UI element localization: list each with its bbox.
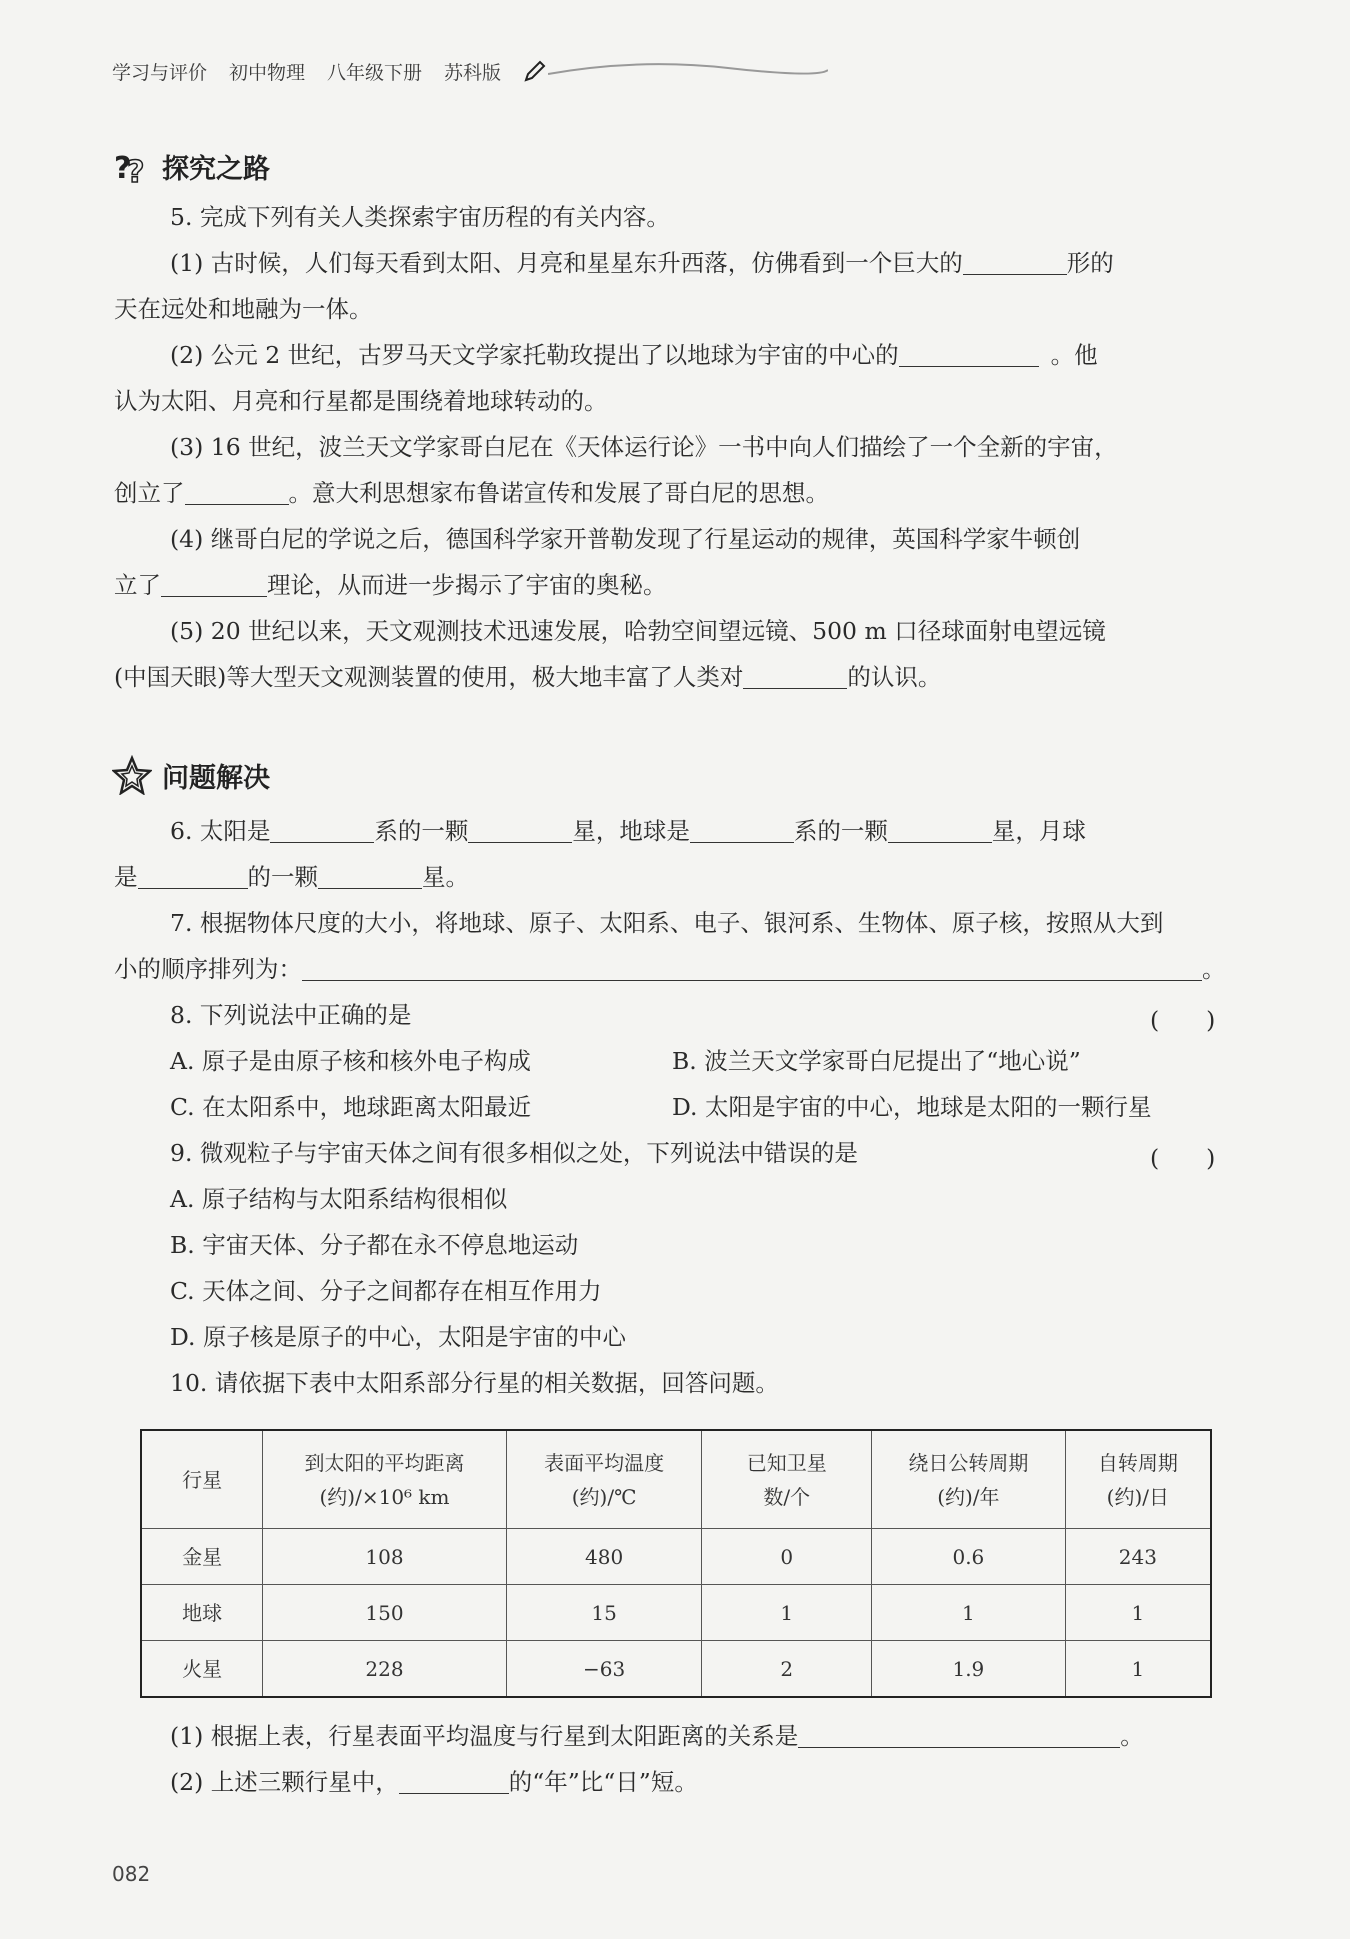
answer-blank[interactable] — [302, 955, 1202, 981]
q5-item1-tail: 形的 — [1066, 249, 1114, 277]
star-icon — [112, 755, 152, 795]
q9-option-b[interactable]: B. 宇宙天体、分子都在永不停息地运动 — [170, 1231, 579, 1259]
q10-sub1-text: (1) 根据上表，行星表面平均温度与行星到太阳距离的关系是 — [170, 1722, 799, 1750]
table-cell: 1 — [1065, 1641, 1211, 1698]
table-cell: 火星 — [141, 1641, 263, 1698]
q5-item4-tail: 理论，从而进一步揭示了宇宙的奥秘。 — [267, 571, 667, 599]
q5-item1-cont: 天在远处和地融为一体。 — [114, 295, 373, 323]
table-row — [141, 1585, 1211, 1641]
section-title-explore — [112, 146, 270, 186]
answer-blank[interactable] — [899, 341, 1039, 367]
table-row — [141, 1641, 1211, 1698]
q9-option-d[interactable]: D. 原子核是原子的中心，太阳是宇宙的中心 — [170, 1323, 626, 1351]
answer-blank[interactable] — [743, 663, 847, 689]
q6-line1 — [170, 808, 1294, 854]
section-title-text: 探究之路 — [162, 153, 270, 185]
q10-sub1 — [170, 1713, 1294, 1759]
q6-part: 系的一颗 — [374, 817, 469, 845]
table-row — [141, 1529, 1211, 1585]
q6-part: 星，月球 — [991, 817, 1086, 845]
header-swoosh-decoration — [548, 60, 828, 90]
q6-part: 星，地球是 — [572, 817, 690, 845]
q6-part: 是 — [114, 863, 138, 891]
q7-line2 — [114, 946, 1238, 992]
answer-blank[interactable] — [270, 817, 374, 843]
table-cell: −63 — [506, 1641, 702, 1698]
answer-blank[interactable] — [161, 571, 267, 597]
q10-sub1-end: 。 — [1120, 1722, 1144, 1750]
q9-answer-paren[interactable]: ( ) — [1150, 1144, 1216, 1172]
table-cell: 地球 — [141, 1585, 263, 1641]
table-cell: 0.6 — [872, 1529, 1066, 1585]
table-cell: 1 — [872, 1585, 1066, 1641]
q9-option-a[interactable]: A. 原子结构与太阳系结构很相似 — [170, 1185, 508, 1213]
q5-item4-lead: 立了 — [114, 571, 161, 599]
q5-item3-lead: 创立了 — [114, 479, 185, 507]
answer-blank[interactable] — [963, 249, 1067, 275]
q8-option-c[interactable]: C. 在太阳系中，地球距离太阳最近 — [170, 1093, 532, 1121]
table-cell: 1 — [702, 1585, 872, 1641]
answer-blank[interactable] — [888, 817, 992, 843]
q5-item5-cont — [114, 654, 1238, 700]
table-cell: 480 — [506, 1529, 702, 1585]
header-grade: 八年级下册 — [327, 61, 423, 84]
header-satellites: 已知卫星 数/个 — [702, 1430, 872, 1529]
q8-stem: 8. 下列说法中正确的是 — [170, 1001, 412, 1029]
q5-item1-text: (1) 古时候，人们每天看到太阳、月亮和星星东升西落，仿佛看到一个巨大的 — [170, 249, 963, 277]
q6-part: 星。 — [422, 863, 469, 891]
q6-part: 6. 太阳是 — [170, 817, 271, 845]
table-cell: 2 — [702, 1641, 872, 1698]
q5-item5: (5) 20 世纪以来，天文观测技术迅速发展，哈勃空间望远镜、500 m 口径球面射电望远镜 — [170, 617, 1106, 645]
svg-text:?: ? — [114, 151, 132, 186]
q5-item5-lead: (中国天眼)等大型天文观测装置的使用，极大地丰富了人类对 — [114, 663, 744, 691]
answer-blank[interactable] — [399, 1768, 509, 1794]
answer-blank[interactable] — [798, 1722, 1120, 1748]
page-number: 082 — [112, 1862, 151, 1886]
q9-option-c[interactable]: C. 天体之间、分子之间都存在相互作用力 — [170, 1277, 602, 1305]
table-cell: 228 — [263, 1641, 507, 1698]
q8-option-b[interactable]: B. 波兰天文学家哥白尼提出了“地心说” — [672, 1047, 1081, 1075]
table-cell: 0 — [702, 1529, 872, 1585]
table-cell: 1.9 — [872, 1641, 1066, 1698]
answer-blank[interactable] — [468, 817, 572, 843]
table-cell: 243 — [1065, 1529, 1211, 1585]
table-cell: 108 — [263, 1529, 507, 1585]
section-title-solve — [112, 755, 270, 795]
pen-icon — [523, 59, 547, 83]
header-planet: 行星 — [141, 1430, 263, 1529]
answer-blank[interactable] — [690, 817, 794, 843]
q8-answer-paren[interactable]: ( ) — [1150, 1006, 1216, 1034]
q5-item3: (3) 16 世纪，波兰天文学家哥白尼在《天体运行论》一书中向人们描绘了一个全新的宇宙， — [170, 433, 1118, 461]
table-cell: 金星 — [141, 1529, 263, 1585]
table-cell: 150 — [263, 1585, 507, 1641]
q5-item2 — [170, 332, 1294, 378]
q8-option-a[interactable]: A. 原子是由原子核和核外电子构成 — [170, 1047, 531, 1075]
q9-stem: 9. 微观粒子与宇宙天体之间有很多相似之处，下列说法中错误的是 — [170, 1139, 858, 1167]
q6-part: 的一颗 — [247, 863, 318, 891]
q5-item5-tail: 的认识。 — [847, 663, 942, 691]
svg-text:?: ? — [127, 155, 145, 186]
table-header-row — [141, 1430, 1211, 1529]
header-book: 学习与评价 — [112, 61, 208, 84]
q5-item2-cont: 认为太阳、月亮和行星都是围绕着地球转动的。 — [114, 387, 608, 415]
q7-end: 。 — [1202, 955, 1226, 983]
header-edition: 苏科版 — [444, 61, 502, 84]
q5-item3-cont — [114, 470, 1238, 516]
q5-item3-tail: 。意大利思想家布鲁诺宣传和发展了哥白尼的思想。 — [288, 479, 829, 507]
section-title-text: 问题解决 — [162, 762, 270, 794]
planet-data-table — [140, 1429, 1212, 1698]
q6-part: 系的一颗 — [793, 817, 888, 845]
q7-lead: 小的顺序排列为： — [114, 955, 302, 983]
q10-stem: 10. 请依据下表中太阳系部分行星的相关数据，回答问题。 — [170, 1369, 779, 1397]
header-level: 初中物理 — [229, 61, 306, 84]
q6-line2 — [114, 854, 1238, 900]
q8-option-d[interactable]: D. 太阳是宇宙的中心，地球是太阳的一颗行星 — [672, 1093, 1152, 1121]
q5-item2-tail: 。他 — [1050, 341, 1098, 369]
header-temperature: 表面平均温度 (约)/℃ — [506, 1430, 702, 1529]
q5-item4: (4) 继哥白尼的学说之后，德国科学家开普勒发现了行星运动的规律，英国科学家牛顿创 — [170, 525, 1081, 553]
q5-item1 — [170, 240, 1294, 286]
q7-line1: 7. 根据物体尺度的大小，将地球、原子、太阳系、电子、银河系、生物体、原子核，按照从大到 — [170, 909, 1164, 937]
q5-item2-text: (2) 公元 2 世纪，古罗马天文学家托勒玫提出了以地球为宇宙的中心的 — [170, 341, 899, 369]
answer-blank[interactable] — [185, 479, 289, 505]
answer-blank[interactable] — [138, 863, 248, 889]
q5-item4-cont — [114, 562, 1238, 608]
q5-stem: 5. 完成下列有关人类探索宇宙历程的有关内容。 — [170, 203, 670, 231]
header-rotation-period: 自转周期 (约)/日 — [1065, 1430, 1211, 1529]
header-distance: 到太阳的平均距离 (约)/×10⁶ km — [263, 1430, 507, 1529]
q10-sub2-text: (2) 上述三颗行星中， — [170, 1768, 399, 1796]
q10-sub2 — [170, 1759, 1294, 1805]
q10-sub2-tail: 的“年”比“日”短。 — [508, 1768, 698, 1796]
answer-blank[interactable] — [318, 863, 422, 889]
question-marks-icon — [112, 146, 152, 186]
table-cell: 1 — [1065, 1585, 1211, 1641]
header-orbit-period: 绕日公转周期 (约)/年 — [872, 1430, 1066, 1529]
running-header — [112, 54, 547, 88]
table-cell: 15 — [506, 1585, 702, 1641]
